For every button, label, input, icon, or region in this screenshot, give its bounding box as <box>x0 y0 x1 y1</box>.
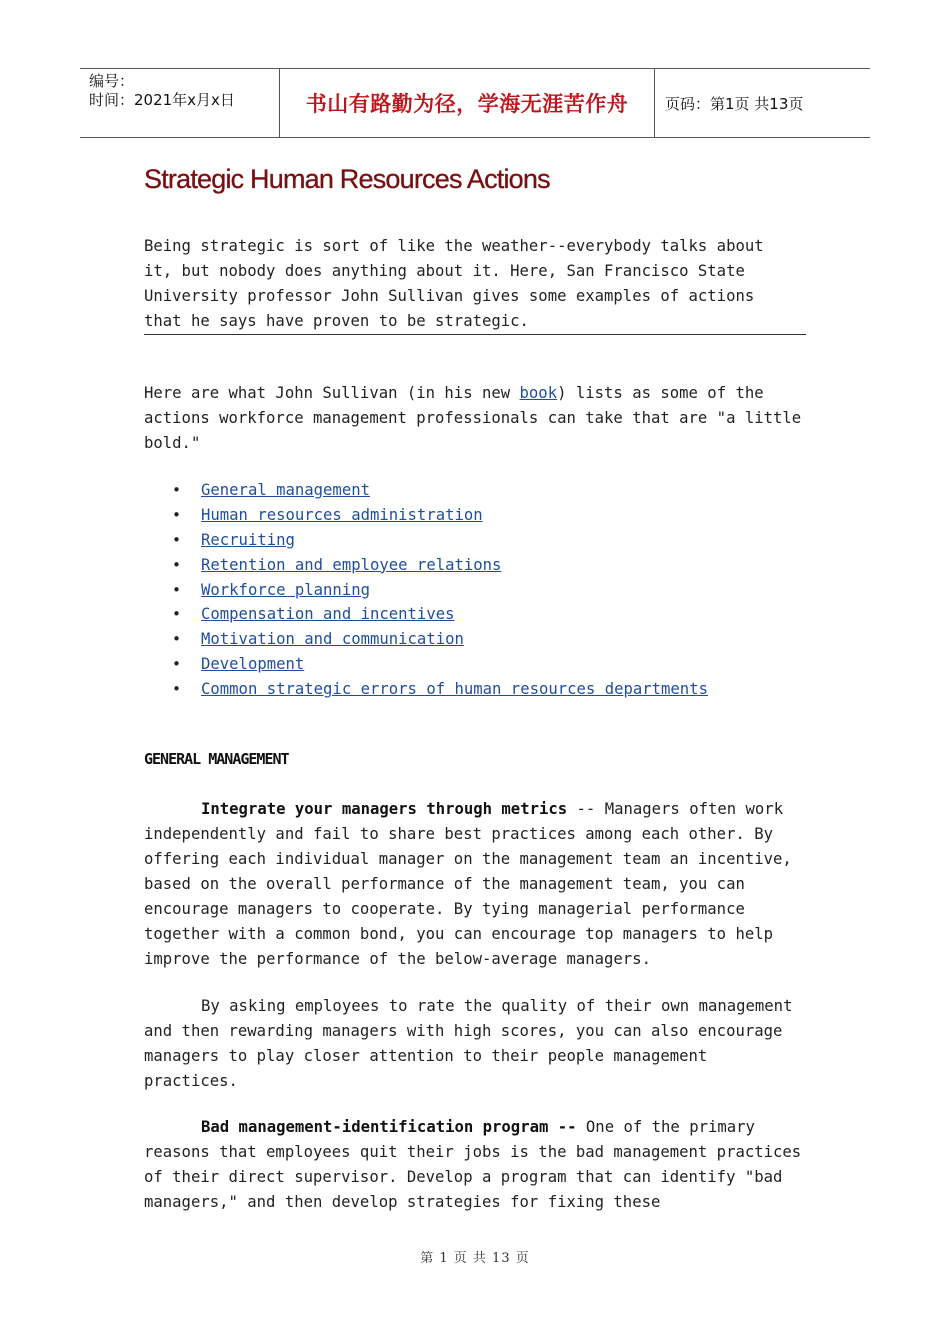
toc-link-general-management[interactable]: General management <box>201 481 370 499</box>
paragraph-bad-management <box>144 1115 808 1215</box>
toc-link-workforce-planning[interactable]: Workforce planning <box>201 580 370 599</box>
toc-link-recruiting[interactable]: Recruiting <box>201 530 295 549</box>
document-header <box>80 68 870 138</box>
toc-item <box>144 478 708 503</box>
book-link[interactable]: book <box>519 384 558 402</box>
header-motto: 书山有路勤为径，学海无涯苦作舟 <box>280 69 655 137</box>
paragraph-bad-management-lead: Bad management-identification program -- <box>201 1118 577 1136</box>
toc-item <box>144 627 708 652</box>
paragraph-bad-management-text: One of the primary reasons that employees quit their jobs is the bad management practices of their direct supervisor. Develop a program that can identify "bad managers," and then develop strategies for fixing these <box>144 1118 802 1211</box>
paragraph-metrics-text: -- Managers often work independently and fail to share best practices among each other. By offering each individual manager on the management team an incentive, based on the overall performance of the management team, you can encourage managers to cooperate. By tying managerial performance together with a common bond, you can encourage top managers to help improve the performance of the below-average managers. <box>144 800 792 968</box>
intro-paragraph: Being strategic is sort of like the weather--everybody talks about it, but nobody does anything about it. Here, San Francisco State University professor John Sullivan gives some examples of actions that he says have proven to be strategic. <box>144 234 806 335</box>
lead-text-end: ) lists as some of the actions workforce management professionals can take that are "a little bold." <box>144 384 802 452</box>
paragraph-metrics <box>144 797 808 972</box>
toc-link-hr-administration[interactable]: Human resources administration <box>201 505 483 524</box>
toc-link-retention[interactable]: Retention and employee relations <box>201 555 502 574</box>
paragraph-employee-rating: By asking employees to rate the quality of their own management and then rewarding managers with high scores, you can also encourage managers to play closer attention to their people management practices. <box>144 997 793 1090</box>
lead-text-start: Here are what John Sullivan (in his new <box>144 384 520 402</box>
date-label: 时间：2021年x月x日 <box>89 91 235 109</box>
page-title: Strategic Human Resources Actions <box>144 164 550 194</box>
toc-link-common-errors[interactable]: Common strategic errors of human resources departments <box>201 680 708 699</box>
lead-paragraph <box>144 381 806 456</box>
toc-item <box>144 553 708 578</box>
header-meta <box>80 69 280 137</box>
page-footer: 第 1 页 共 13 页 <box>420 1251 530 1266</box>
toc-link-compensation[interactable]: Compensation and incentives <box>201 605 455 624</box>
toc-item <box>144 652 708 677</box>
toc-link-development[interactable]: Development <box>201 655 305 674</box>
header-page-info: 页码：第1页 共13页 <box>665 94 804 113</box>
toc-link-motivation[interactable]: Motivation and communication <box>201 630 464 649</box>
toc-item <box>144 578 708 603</box>
paragraph-metrics-lead: Integrate your managers through metrics <box>201 800 568 818</box>
toc-item <box>144 677 708 702</box>
toc-list <box>144 478 708 702</box>
toc-item <box>144 528 708 553</box>
toc-item <box>144 503 708 528</box>
section-heading: GENERAL MANAGEMENT <box>144 750 289 768</box>
toc-item <box>144 602 708 627</box>
code-label: 编号： <box>89 72 135 90</box>
